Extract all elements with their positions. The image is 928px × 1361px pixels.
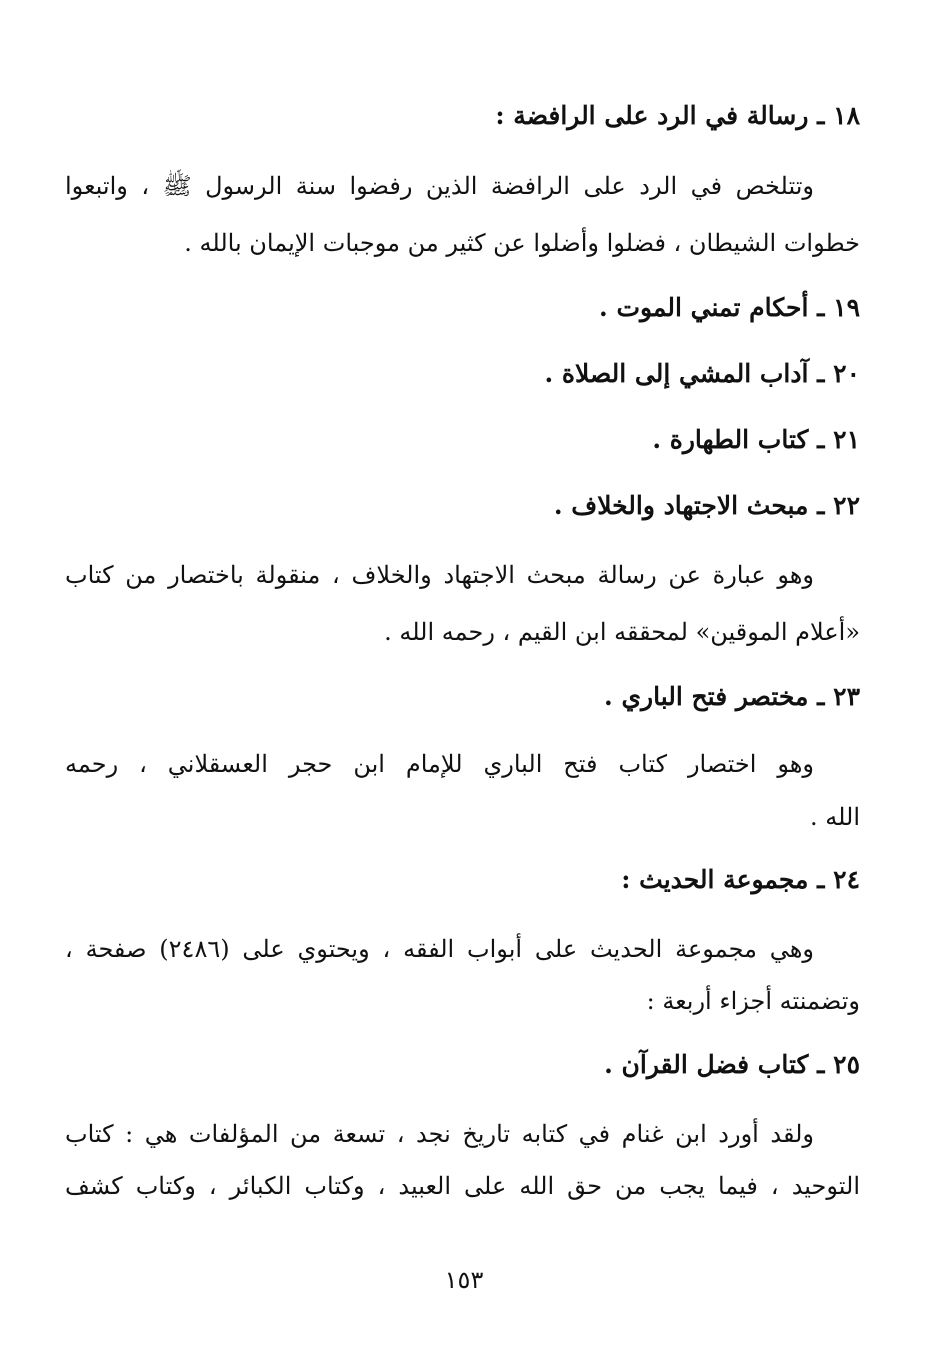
paragraph-line: وتضمنته أجزاء أربعة : <box>646 987 860 1015</box>
paragraph-line: التوحيد ، فيما يجب من حق الله على العبيد ، وكتاب الكبائر ، وكتاب كشف <box>65 1172 860 1200</box>
paragraph-line: وهو اختصار كتاب فتح الباري للإمام ابن حجر العسقلاني ، رحمه <box>65 750 814 778</box>
heading-item-19: ١٩ ـ أحكام تمني الموت . <box>599 293 860 322</box>
heading-item-23: ٢٣ ـ مختصر فتح الباري . <box>604 682 860 711</box>
paragraph-line: ولقد أورد ابن غنام في كتابه تاريخ نجد ، تسعة من المؤلفات هي : كتاب <box>65 1120 814 1148</box>
heading-item-20: ٢٠ ـ آداب المشي إلى الصلاة . <box>544 359 860 388</box>
page-number: ١٥٣ <box>444 1266 484 1294</box>
paragraph-line: خطوات الشيطان ، فضلوا وأضلوا عن كثير من موجبات الإيمان بالله . <box>184 229 860 257</box>
heading-item-22: ٢٢ ـ مبحث الاجتهاد والخلاف . <box>553 491 860 520</box>
heading-item-21: ٢١ ـ كتاب الطهارة . <box>652 425 860 454</box>
paragraph-line: وتتلخص في الرد على الرافضة الذين رفضوا سنة الرسول ﷺ ، واتبعوا <box>65 172 814 200</box>
heading-item-24: ٢٤ ـ مجموعة الحديث : <box>621 865 860 894</box>
paragraph-line: «أعلام الموقين» لمحققه ابن القيم ، رحمه الله . <box>384 618 860 646</box>
heading-item-25: ٢٥ ـ كتاب فضل القرآن . <box>604 1050 860 1079</box>
paragraph-line: وهو عبارة عن رسالة مبحث الاجتهاد والخلاف ، منقولة باختصار من كتاب <box>65 561 814 589</box>
paragraph-line: الله . <box>809 803 860 831</box>
paragraph-line: وهي مجموعة الحديث على أبواب الفقه ، ويحتوي على (٢٤٨٦) صفحة ، <box>65 935 815 963</box>
heading-item-18: ١٨ ـ رسالة في الرد على الرافضة : <box>495 101 860 130</box>
